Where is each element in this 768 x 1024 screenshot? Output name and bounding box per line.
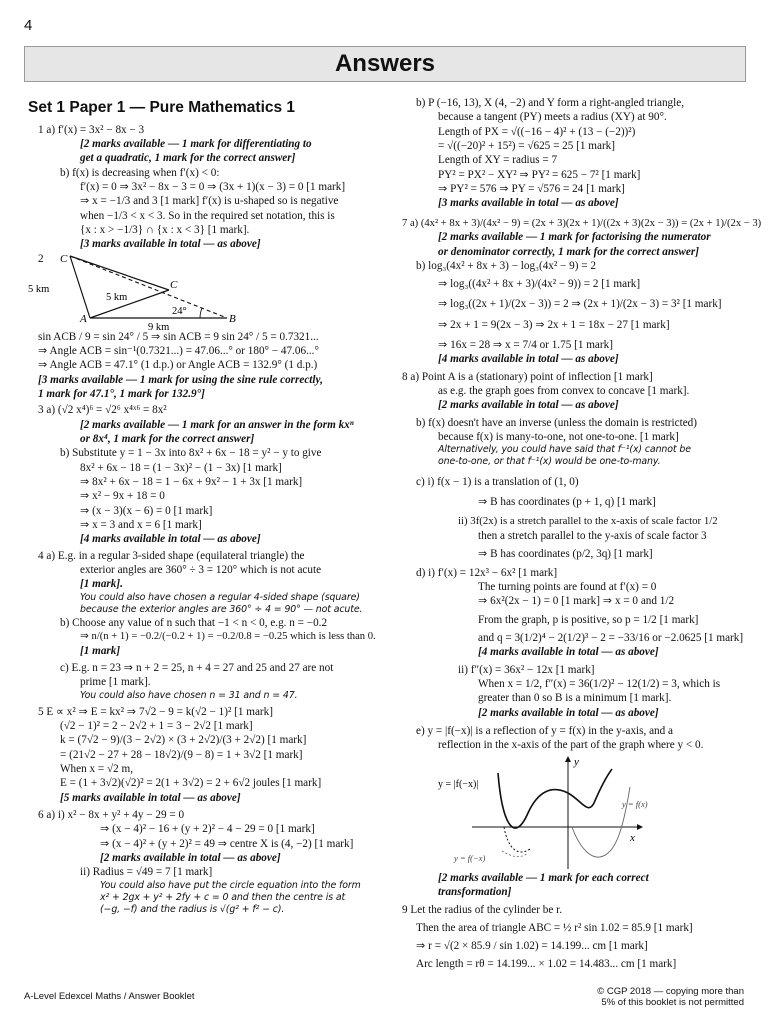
q8c-ii: ii) 3f(2x) is a stretch parallel to the x-axis of scale factor 1/2 [458, 515, 718, 528]
working-line: ⇒ 2x + 1 = 9(2x − 3) ⇒ 2x + 1 = 18x − 27 [1 mark] [438, 318, 670, 331]
q8e: e) y = |f(−x)| is a reflection of y = f(x) in the y-axis, and a [416, 724, 674, 737]
alt-note: because the exterior angles are 360° ÷ 4 = 90° — not acute. [80, 603, 363, 615]
working-line: ⇒ n/(n + 1) = −0.2/(−0.2 + 1) = −0.2/0.8 = −0.25 which is less than 0. [80, 631, 376, 643]
marks-note: [4 marks available in total — as above] [478, 646, 659, 659]
q5: 5 E ∝ x² ⇒ E = kx² ⇒ 7√2 − 9 = k(√2 − 1)² [1 mark] [38, 705, 273, 718]
alt-note: You could also have chosen a regular 4-sided shape (square) [80, 591, 360, 603]
vertex-b: B [229, 312, 236, 325]
q8a: 8 a) Point A is a (stationary) point of inflection [1 mark] [402, 370, 653, 383]
marks-note: [3 marks available — 1 mark for using the sine rule correctly, [38, 373, 323, 386]
marks-note: [2 marks available in total — as above] [438, 399, 619, 412]
working-line: when −1/3 < x < 3. So in the required set notation, this is [80, 209, 335, 222]
working-line: greater than 0 so B is a minimum [1 mark]. [478, 692, 672, 705]
marks-note: [1 mark] [80, 644, 121, 657]
working-line: because a tangent (PY) meets a radius (XY) at 90°. [438, 111, 667, 124]
working-line: ⇒ 8x² + 6x − 18 = 1 − 6x + 9x² − 1 + 3x [1 mark] [80, 476, 303, 489]
working-line: ⇒ 16x = 28 ⇒ x = 7/4 or 1.75 [1 mark] [438, 339, 613, 352]
working-line: ⇒ (x − 3)(x − 6) = 0 [1 mark] [80, 504, 213, 517]
working-line: prime [1 mark]. [80, 676, 151, 689]
q7b: b) log₃(4x² + 8x + 3) − log₃(4x² − 9) = 2 [416, 259, 596, 272]
working-line: When x = √2 m, [60, 762, 134, 775]
y-axis-label: y [574, 755, 579, 768]
q8d-i: d) i) f′(x) = 12x³ − 6x² [1 mark] [416, 566, 558, 579]
marks-note: [1 mark]. [80, 578, 123, 591]
marks-note: 1 mark for 47.1°, 1 mark for 132.9°] [38, 388, 205, 401]
working-line: = (21√2 − 27 + 28 − 18√2)/(9 − 8) = 1 + 3√2 [1 mark] [60, 748, 303, 761]
working-line: Length of PX = √((−16 − 4)² + (13 − (−2))²) [438, 125, 636, 138]
section-title: Set 1 Paper 1 — Pure Mathematics 1 [28, 99, 296, 116]
footer-right [560, 986, 744, 1009]
working-line: ⇒ Angle ACB = 47.1° (1 d.p.) or Angle ACB = 132.9° (1 d.p.) [38, 359, 318, 372]
q6a-ii: ii) Radius = √49 = 7 [1 mark] [80, 866, 213, 879]
working-line: When x = 1/2, f″(x) = 36(1/2)² − 12(1/2) = 3, which is [478, 677, 721, 690]
working-line: ⇒ log₃((2x + 1)/(2x − 3)) = 2 ⇒ (2x + 1)/(2x − 3) = 3² [1 mark] [438, 298, 722, 311]
curve-label-f-minus-x: y = f(−x) [454, 852, 486, 863]
working-line: Length of XY = radius = 7 [438, 154, 558, 167]
marks-note: [2 marks available in total — as above] [478, 706, 659, 719]
marks-note: transformation] [438, 885, 512, 898]
working-line: k = (7√2 − 9)/(3 − 2√2) × (3 + 2√2)/(3 + 2√2) [1 mark] [60, 734, 307, 747]
marks-note: [2 marks available — 1 mark for factorising the numerator [438, 231, 711, 244]
page-number: 4 [24, 17, 33, 34]
alt-note: You could also have chosen n = 31 and n = 47. [80, 689, 298, 701]
right-column [402, 96, 762, 972]
q7a: 7 a) (4x² + 8x + 3)/(4x² − 9) = (2x + 3)(2x + 1)/((2x + 3)(2x − 3)) = (2x + 1)/(2x − 3) [402, 217, 762, 229]
working-line: f′(x) = 0 ⇒ 3x² − 8x − 3 = 0 ⇒ (3x + 1)(x − 3) = 0 [1 mark] [80, 181, 346, 194]
footer-copyright-2: 5% of this booklet is not permitted [601, 997, 744, 1009]
working-line: ⇒ Angle ACB = sin⁻¹(0.7321...) = 47.06...° or 180° − 47.06...° [38, 345, 319, 358]
working-line: ⇒ B has coordinates (p/2, 3q) [1 mark] [478, 548, 653, 561]
working-line: ⇒ x² − 9x + 18 = 0 [80, 490, 165, 503]
working-line: as e.g. the graph goes from convex to concave [1 mark]. [438, 385, 690, 398]
alt-note: (−g, −f) and the radius is √(g² + f² − c). [100, 903, 285, 915]
vertex-c-top: C [60, 252, 68, 265]
marks-note: [4 marks available in total — as above] [80, 533, 261, 546]
alt-note: Alternatively, you could have said that f⁻¹(x) cannot be [438, 444, 691, 456]
working-line: 8x² + 6x − 18 = (1 − 3x)² − (1 − 3x) [1 mark] [80, 461, 282, 474]
working-line: Then the area of triangle ABC = ½ r² sin 1.02 = 85.9 [1 mark] [416, 921, 693, 934]
working-line: reflection in the x-axis of the part of the graph where y < 0. [438, 739, 704, 752]
q8b: b) f(x) doesn't have an inverse (unless the domain is restricted) [416, 416, 697, 429]
working-line: = √((−20)² + 15²) = √625 = 25 [1 mark] [438, 139, 615, 152]
q2-number: 2 [38, 252, 44, 265]
q4c: c) E.g. n = 23 ⇒ n + 2 = 25, n + 4 = 27 and 25 and 27 are not [60, 661, 334, 674]
working-line: The turning points are found at f′(x) = 0 [478, 580, 657, 593]
working-line: ⇒ (x − 4)² + (y + 2)² = 49 ⇒ centre X is (4, −2) [1 mark] [100, 837, 354, 850]
working-line: E = (1 + 3√2)(√2)² = 2(1 + 3√2) = 2 + 6√2 joules [1 mark] [60, 777, 322, 790]
q3b: b) Substitute y = 1 − 3x into 8x² + 6x − 18 = y² − y to give [60, 447, 322, 460]
side-ab-label: 9 km [148, 321, 170, 333]
left-column [24, 96, 384, 916]
q9: 9 Let the radius of the cylinder be r. [402, 904, 562, 917]
footer-left: A-Level Edexcel Maths / Answer Booklet [24, 991, 195, 1002]
working-line: exterior angles are 360° ÷ 3 = 120° which is not acute [80, 564, 322, 577]
working-line: {x : x > −1/3} ∩ {x : x < 3} [1 mark]. [80, 224, 250, 237]
working-line: ⇒ r = √(2 × 85.9 / sin 1.02) = 14.199... cm [1 mark] [416, 939, 648, 952]
curve-label-abs: y = |f(−x)| [438, 778, 479, 790]
marks-note: [2 marks available in total — as above] [100, 851, 281, 864]
working-line: (√2 − 1)² = 2 − 2√2 + 1 = 3 − 2√2 [1 mark] [60, 719, 253, 732]
working-line: and q = 3(1/2)⁴ − 2(1/2)³ − 2 = −33/16 or −2.0625 [1 mark] [478, 631, 744, 644]
reflection-graph [402, 753, 746, 871]
curve-label-fx: y = f(x) [622, 798, 648, 809]
alt-note: You could also have put the circle equation into the form [100, 879, 361, 891]
marks-note: [4 marks available in total — as above] [438, 353, 619, 366]
working-line: Arc length = rθ = 14.199... × 1.02 = 14.483... cm [1 mark] [416, 958, 677, 971]
alt-note: x² + 2gx + y² + 2fy + c = 0 and then the centre is at [100, 891, 346, 903]
working-line: ⇒ x = 3 and x = 6 [1 mark] [80, 519, 202, 532]
q8d-ii: ii) f″(x) = 36x² − 12x [1 mark] [458, 663, 595, 676]
working-line: PY² = PX² − XY² ⇒ PY² = 625 − 7² [1 mark] [438, 168, 641, 181]
marks-note: [3 marks available in total — as above] [438, 197, 619, 210]
marks-note: [2 marks available — 1 mark for differentiating to [80, 138, 312, 151]
marks-note: [3 marks available in total — as above] [80, 238, 261, 251]
angle-b-label: 24° [172, 305, 187, 317]
working-line: because f(x) is many-to-one, not one-to-one. [1 mark] [438, 431, 679, 444]
working-line: From the graph, p is positive, so p = 1/2 [1 mark] [478, 613, 699, 626]
vertex-a: A [80, 312, 87, 325]
alt-note: one-to-one, or that f⁻¹(x) would be one-to-many. [438, 456, 661, 468]
working-line: ⇒ PY² = 576 ⇒ PY = √576 = 24 [1 mark] [438, 182, 625, 195]
side-ca-label: 5 km [28, 283, 50, 295]
q6a: 6 a) i) x² − 8x + y² + 4y − 29 = 0 [38, 808, 185, 821]
q4a: 4 a) E.g. in a regular 3-sided shape (equilateral triangle) the [38, 549, 305, 562]
working-line: ⇒ x = −1/3 and 3 [1 mark] f′(x) is u-shaped so is negative [80, 195, 339, 208]
footer-copyright-1: © CGP 2018 — copying more than [597, 986, 744, 997]
working-line: ⇒ log₃((4x² + 8x + 3)/(4x² − 9)) = 2 [1 mark] [438, 278, 641, 291]
sine-rule: sin ACB / 9 = sin 24° / 5 ⇒ sin ACB = 9 sin 24° / 5 = 0.7321... [38, 330, 319, 343]
q3a: 3 a) (√2 x⁴)⁶ = √2⁶ x⁴ˣ⁶ = 8x² [38, 404, 167, 417]
side-c2a-label: 5 km [106, 291, 128, 303]
q1a: 1 a) f′(x) = 3x² − 8x − 3 [38, 123, 145, 136]
marks-note: [2 marks available — 1 mark for each correct [438, 871, 649, 884]
marks-note: [5 marks available in total — as above] [60, 791, 241, 804]
q8c-i: c) i) f(x − 1) is a translation of (1, 0) [416, 475, 579, 488]
q1b: b) f(x) is decreasing when f′(x) < 0: [60, 166, 220, 179]
q6b: b) P (−16, 13), X (4, −2) and Y form a right-angled triangle, [416, 97, 684, 109]
marks-note: or 8x⁴, 1 mark for the correct answer] [80, 433, 255, 446]
working-line: ⇒ 6x²(2x − 1) = 0 [1 mark] ⇒ x = 0 and 1/2 [478, 595, 675, 608]
working-line: then a stretch parallel to the y-axis of scale factor 3 [478, 529, 707, 542]
marks-note: or denominator correctly, 1 mark for the correct answer] [438, 245, 699, 258]
marks-note: [2 marks available — 1 mark for an answer in the form kxⁿ [80, 418, 354, 431]
q4b: b) Choose any value of n such that −1 < n < 0, e.g. n = −0.2 [60, 616, 328, 629]
vertex-c-mid: C [170, 278, 178, 291]
triangle-diagram [24, 252, 384, 333]
working-line: ⇒ (x − 4)² − 16 + (y + 2)² − 4 − 29 = 0 [1 mark] [100, 823, 315, 836]
working-line: ⇒ B has coordinates (p + 1, q) [1 mark] [478, 495, 656, 508]
answers-banner: Answers [24, 46, 746, 82]
x-axis-label: x [630, 831, 635, 844]
marks-note: get a quadratic, 1 mark for the correct answer] [80, 152, 296, 165]
